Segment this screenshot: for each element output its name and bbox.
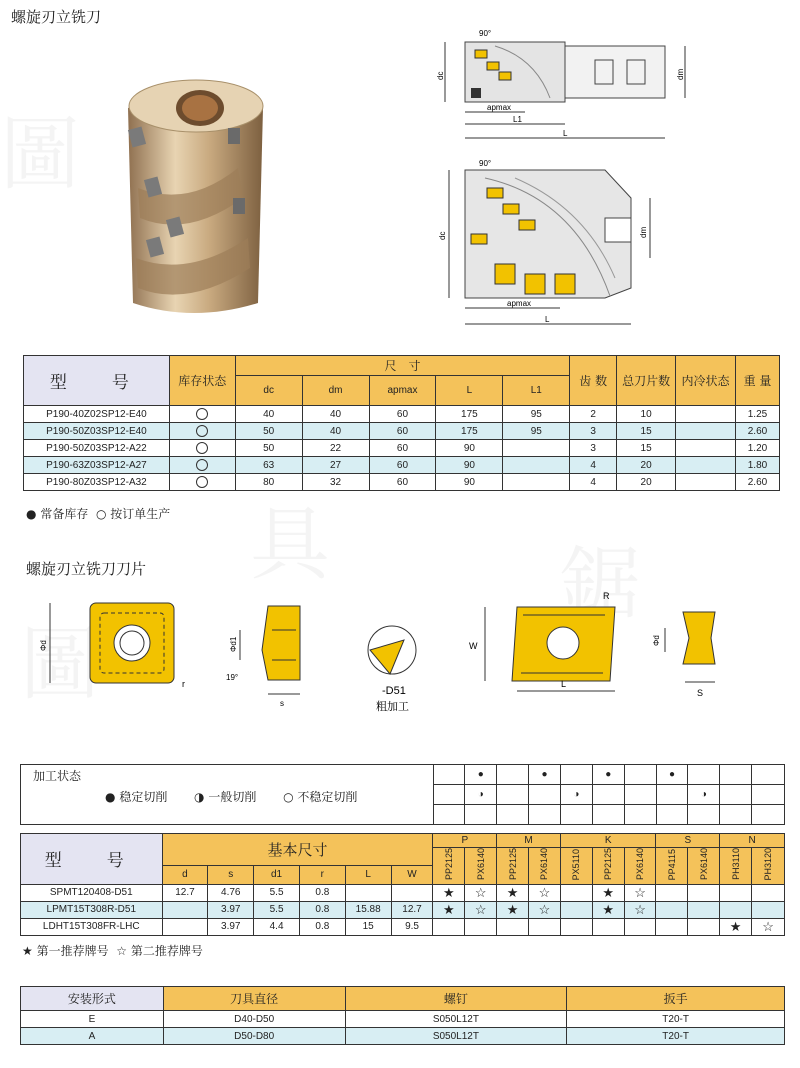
table-row: P190-50Z03SP12-A22 50 22 60 90 3 15 1.20 bbox=[24, 440, 780, 457]
stable-icon: ● bbox=[529, 765, 561, 785]
grade-label: PP2125 bbox=[507, 848, 518, 881]
col-w: W bbox=[391, 866, 433, 884]
model-header: 型 号 bbox=[24, 356, 170, 406]
weight-header: 重 量 bbox=[735, 356, 779, 406]
section-title-endmill: 螺旋刃立铣刀 bbox=[11, 8, 102, 26]
unstable-icon: ○ bbox=[283, 790, 294, 804]
group-s: S bbox=[656, 834, 720, 848]
l-label: L bbox=[563, 129, 568, 138]
group-m: M bbox=[497, 834, 561, 848]
col-l: L bbox=[345, 866, 391, 884]
insert-spec-table bbox=[20, 833, 785, 936]
col-s: s bbox=[208, 866, 254, 884]
endmill-product-image bbox=[118, 68, 273, 318]
insert-side-drawing-2 bbox=[645, 600, 725, 700]
table-row: E D40-D50 S050L12T T20-T bbox=[21, 1011, 785, 1028]
grade-label: PH3120 bbox=[763, 848, 774, 881]
drawing-arbor-type bbox=[435, 158, 657, 336]
table-row: A D50-D80 S050L12T T20-T bbox=[21, 1028, 785, 1045]
col-dm: dm bbox=[302, 376, 369, 406]
grade-label: PX6140 bbox=[475, 848, 486, 881]
apmax-label: apmax bbox=[507, 299, 532, 308]
col-l: L bbox=[436, 376, 503, 406]
table-row: P190-63Z03SP12-A27 63 27 60 90 4 20 1.80 bbox=[24, 457, 780, 474]
general-icon: ◑ bbox=[688, 785, 720, 805]
table-row: P190-40Z02SP12-E40 40 40 60 175 95 2 10 1.25 bbox=[24, 406, 780, 423]
total-inserts-header: 总刀片数 bbox=[617, 356, 676, 406]
first-grade-label: 第一推荐牌号 bbox=[36, 944, 109, 958]
col-dc: dc bbox=[235, 376, 302, 406]
table-row: P190-50Z03SP12-E40 50 40 60 175 95 3 15 2.60 bbox=[24, 423, 780, 440]
watermark bbox=[0, 90, 80, 205]
grade-label: PX6140 bbox=[698, 848, 709, 881]
phid-label: Φd bbox=[39, 640, 48, 651]
watermark bbox=[250, 480, 330, 595]
insert-spmt-drawing bbox=[38, 595, 198, 705]
grade-label: PX5110 bbox=[571, 848, 582, 880]
col-r: r bbox=[299, 866, 345, 884]
outline-star-icon: ☆ bbox=[116, 944, 128, 958]
teeth-header: 齿 数 bbox=[570, 356, 617, 406]
to-order-label: 按订单生产 bbox=[110, 507, 171, 521]
second-grade-label: 第二推荐牌号 bbox=[130, 944, 203, 958]
phid-label: Φd bbox=[652, 635, 661, 646]
r-label: r bbox=[182, 679, 185, 689]
wrench-header: 扳手 bbox=[567, 987, 785, 1011]
grade-label: PP2125 bbox=[603, 848, 614, 881]
insert-grade-icon bbox=[360, 622, 440, 714]
mount-type-header: 安装形式 bbox=[21, 987, 164, 1011]
basic-dims-header: 基本尺寸 bbox=[162, 834, 433, 866]
stable-icon: ● bbox=[592, 765, 624, 785]
stable-icon: ● bbox=[465, 765, 497, 785]
stock-circle-icon bbox=[196, 425, 208, 437]
condition-label: 加工状态 bbox=[33, 769, 82, 783]
angle-label: 90° bbox=[479, 159, 492, 168]
group-n: N bbox=[720, 834, 785, 848]
unstable-label: 不稳定切削 bbox=[297, 790, 358, 804]
coolant-header: 内冷状态 bbox=[676, 356, 736, 406]
open-circle-icon: ○ bbox=[95, 507, 107, 521]
s-label: S bbox=[697, 688, 704, 698]
grade-label: PX6140 bbox=[539, 848, 550, 881]
angle-label: 90° bbox=[479, 29, 492, 38]
insert-side-drawing bbox=[222, 600, 312, 710]
diameter-header: 刀具直径 bbox=[163, 987, 345, 1011]
stock-circle-icon bbox=[196, 459, 208, 471]
in-stock-label: 常备库存 bbox=[40, 507, 89, 521]
grade-label: PP2125 bbox=[443, 848, 454, 881]
stock-circle-icon bbox=[196, 408, 208, 420]
w-label: W bbox=[469, 641, 478, 651]
table-row: LDHT15T308FR-LHC 3.97 4.4 0.8 15 9.5 ★ ☆ bbox=[21, 918, 785, 935]
dm-label: dm bbox=[676, 68, 685, 80]
grade-label: PP4115 bbox=[666, 848, 677, 880]
stock-header: 库存状态 bbox=[169, 356, 235, 406]
general-icon: ◑ bbox=[465, 785, 497, 805]
cutter-spec-table bbox=[23, 355, 780, 491]
stable-icon: ● bbox=[656, 765, 688, 785]
dims-header: 尺 寸 bbox=[235, 356, 570, 376]
general-icon: ◑ bbox=[560, 785, 592, 805]
accessories-table bbox=[20, 986, 785, 1045]
l-label: L bbox=[545, 315, 550, 324]
col-d: d bbox=[162, 866, 208, 884]
screw-header: 螺钉 bbox=[345, 987, 567, 1011]
dc-label: dc bbox=[438, 231, 447, 240]
table-row: P190-80Z03SP12-A32 80 32 60 90 4 20 2.60 bbox=[24, 474, 780, 491]
stock-circle-icon bbox=[196, 442, 208, 454]
col-l1: L1 bbox=[503, 376, 570, 406]
general-icon: ◑ bbox=[194, 790, 205, 804]
s-label: s bbox=[280, 699, 284, 708]
grade-name: -D51 bbox=[382, 685, 406, 697]
angle19-label: 19° bbox=[226, 673, 239, 682]
filled-dot-icon: ● bbox=[26, 507, 37, 521]
grade-legend bbox=[22, 942, 203, 959]
r-label: R bbox=[603, 591, 610, 601]
grade-label: PX6140 bbox=[635, 848, 646, 881]
drawing-shank-type bbox=[435, 28, 697, 148]
grade-label: PH3110 bbox=[730, 848, 741, 881]
apmax-label: apmax bbox=[487, 103, 512, 112]
table-row: LPMT15T308R-D51 3.97 5.5 0.8 15.88 12.7 ★ ☆ ★ ☆ ★ ☆ bbox=[21, 901, 785, 918]
l1-label: L1 bbox=[513, 115, 522, 124]
cutting-condition-table bbox=[20, 764, 785, 825]
col-apmax: apmax bbox=[369, 376, 436, 406]
dm-label: dm bbox=[639, 226, 648, 238]
dc-label: dc bbox=[436, 71, 445, 80]
stable-icon: ● bbox=[105, 790, 116, 804]
l-label: L bbox=[561, 679, 567, 689]
grade-desc: 粗加工 bbox=[376, 701, 409, 713]
section-title-inserts: 螺旋刃立铣刀刀片 bbox=[26, 560, 147, 578]
stock-legend bbox=[26, 505, 170, 522]
insert-lpmt-drawing bbox=[465, 585, 640, 700]
group-p: P bbox=[433, 834, 497, 848]
col-d1: d1 bbox=[254, 866, 300, 884]
model-header: 型 号 bbox=[21, 834, 163, 885]
phid1-label: Φd1 bbox=[229, 636, 238, 652]
filled-star-icon: ★ bbox=[22, 944, 33, 958]
general-label: 一般切削 bbox=[208, 790, 257, 804]
group-k: K bbox=[560, 834, 656, 848]
stable-label: 稳定切削 bbox=[119, 790, 168, 804]
stock-circle-icon bbox=[196, 476, 208, 488]
table-row: SPMT120408-D51 12.7 4.76 5.5 0.8 ★ ☆ ★ ☆ ★ ☆ bbox=[21, 884, 785, 901]
